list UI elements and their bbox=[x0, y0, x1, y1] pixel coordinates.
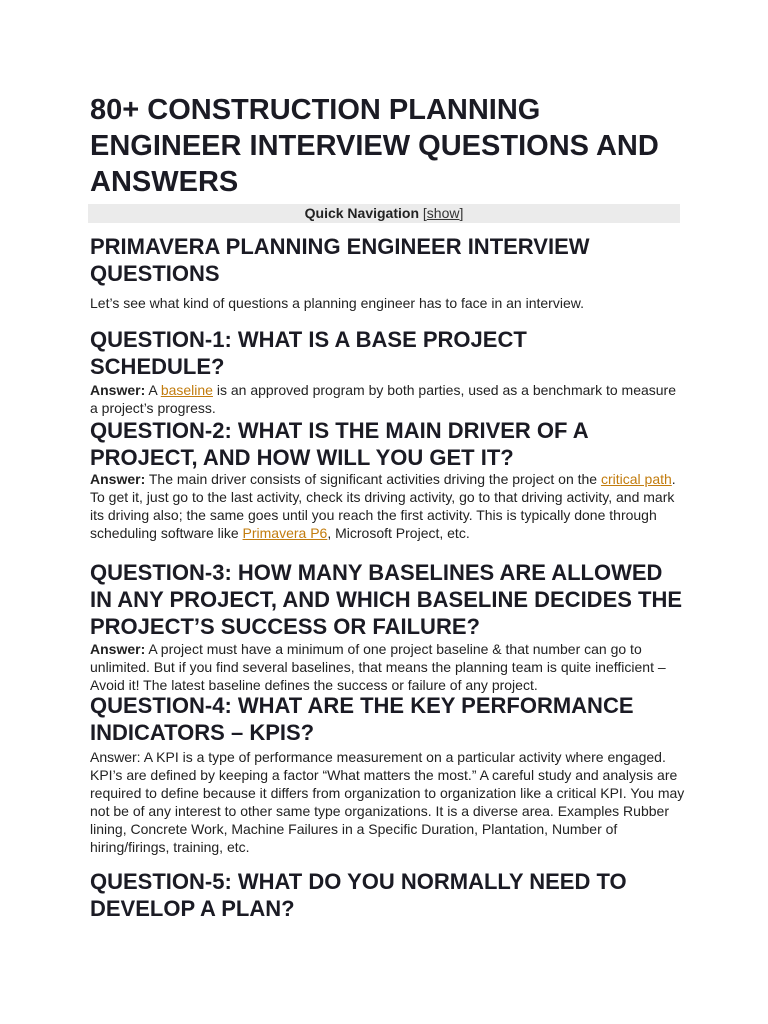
question-5-heading: QUESTION-5: WHAT DO YOU NORMALLY NEED TO DEVELOP A PLAN? bbox=[90, 869, 627, 921]
answer-text: A project must have a minimum of one project baseline & that number can go to unlimited. But if you find several baselines, that means the planning team is quite inefficient – Avoid it! The latest baseline defines the success or failure of any project. bbox=[90, 641, 666, 693]
question-1-heading: QUESTION-1: WHAT IS A BASE PROJECT SCHEDULE? bbox=[90, 327, 527, 379]
answer-text: . To get it, just go to the last activity, check its driving activity, go to that driving activity, and mark its driving also; the same goes until you reach the first activity. This is typically done through scheduling software like bbox=[90, 471, 676, 541]
question-2-answer bbox=[90, 470, 680, 542]
bracket-open: [ bbox=[419, 205, 427, 221]
answer-text: The main driver consists of significant activities driving the project on the bbox=[145, 471, 601, 487]
baseline-link[interactable]: baseline bbox=[160, 382, 213, 398]
section-heading: PRIMAVERA PLANNING ENGINEER INTERVIEW QUESTIONS bbox=[90, 234, 590, 286]
question-3-answer bbox=[90, 640, 682, 694]
question-2-heading: QUESTION-2: WHAT IS THE MAIN DRIVER OF A PROJECT, AND HOW WILL YOU GET IT? bbox=[90, 418, 588, 470]
question-4-heading: QUESTION-4: WHAT ARE THE KEY PERFORMANCE INDICATORS – KPIS? bbox=[90, 693, 634, 745]
section-intro: Let’s see what kind of questions a planning engineer has to face in an interview. bbox=[90, 295, 584, 311]
answer-text: is an approved program by both parties, used as a benchmark to measure a project’s progress. bbox=[90, 382, 677, 416]
show-toggle-link[interactable]: show bbox=[426, 205, 460, 221]
answer-label: Answer: bbox=[90, 382, 146, 398]
quick-navigation-bar bbox=[88, 204, 680, 223]
bracket-close: ] bbox=[459, 205, 464, 221]
quick-navigation-title: Quick Navigation bbox=[304, 205, 419, 221]
question-3-heading: QUESTION-3: HOW MANY BASELINES ARE ALLOWED IN ANY PROJECT, AND WHICH BASELINE DECIDES THE PROJECT’S SUCCESS OR FAILURE? bbox=[90, 560, 683, 639]
primavera-p6-link[interactable]: Primavera P6 bbox=[242, 525, 328, 541]
answer-text: A bbox=[145, 382, 161, 398]
answer-label: Answer: bbox=[90, 471, 146, 487]
page-title: 80+ CONSTRUCTION PLANNING ENGINEER INTERVIEW QUESTIONS AND ANSWERS bbox=[90, 94, 659, 198]
question-1-answer bbox=[90, 381, 680, 417]
answer-label: Answer: bbox=[90, 641, 146, 657]
critical-path-link[interactable]: critical path bbox=[600, 471, 672, 487]
answer-text: , Microsoft Project, etc. bbox=[327, 525, 470, 541]
question-4-answer: Answer: A KPI is a type of performance measurement on a particular activity where engaged. KPI’s are defined by keeping a factor “What matters the most.” A careful study and analysis are required to define because it differs from organization to organization like a critical KPI. You may not be of any interest to other same type organizations. It is a diverse area. Examples Rubber lining, Concrete Work, Machine Failures in a Specific Duration, Plantation, Number of hiring/firings, training, etc. bbox=[90, 749, 685, 855]
